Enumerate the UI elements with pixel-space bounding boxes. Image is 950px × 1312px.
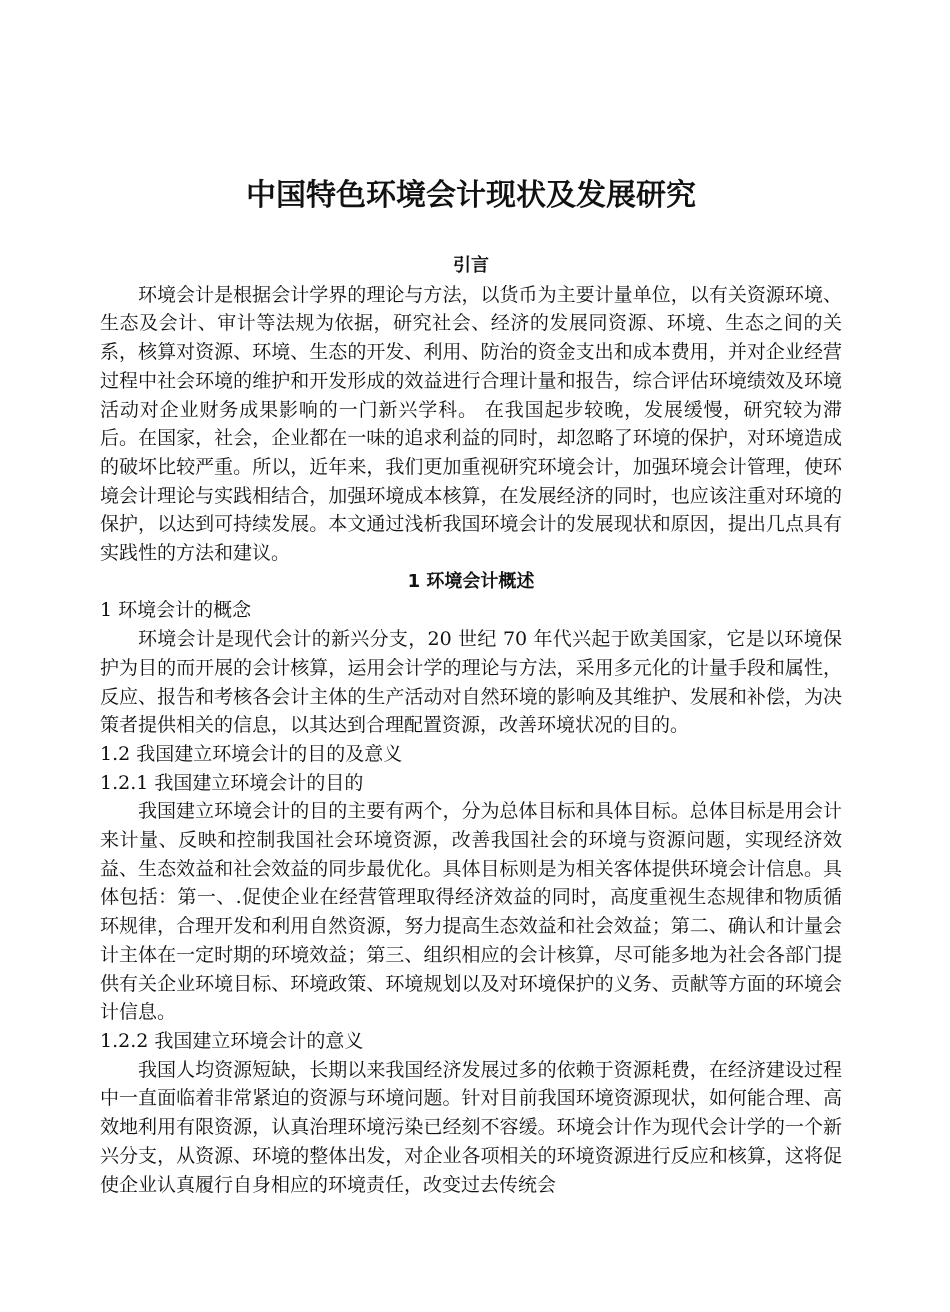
subsection-1-2-2-paragraph: 我国人均资源短缺，长期以来我国经济发展过多的依赖于资源耗费，在经济建设过程中一直面临着非常紧迫的资源与环境问题。针对目前我国环境资源现状，如何能合理、高效地利用有限资源，认真治理环境污染已经刻不容缓。环境会计作为现代会计学的一个新兴分支，从资源、环境的整体出发，对企业各项相关的环境资源进行反应和核算，这将促使企业认真履行自身相应的环境责任，改变过去传统会 xyxy=(100,1058,842,1196)
document-title: 中国特色环境会计现状及发展研究 xyxy=(246,178,696,213)
document-body xyxy=(100,252,842,1199)
subsection-1-2-2-heading: 1.2.2 我国建立环境会计的意义 xyxy=(100,1029,364,1052)
intro-paragraph: 环境会计是根据会计学界的理论与方法，以货币为主要计量单位，以有关资源环境、生态及会计、审计等法规为依据，研究社会、经济的发展同资源、环境、生态之间的关系，核算对资源、环境、生态的开发、利用、防治的资金支出和成本费用，并对企业经营过程中社会环境的维护和开发形成的效益进行合理计量和报告，综合评估环境绩效及环境活动对企业财务成果影响的一门新兴学科。 在我国起步较晚，发展缓慢，研究较为滞后。在国家，社会，企业都在一味的追求利益的同时，却忽略了环境的保护，对环境造成的破坏比较严重。所以，近年来，我们更加重视研究环境会计，加强环境会计管理，使环境会计理论与实践相结合，加强环境成本核算，在发展经济的同时，也应该注重对环境的保护，以达到可持续发展。本文通过浅析我国环境会计的发展现状和原因，提出几点具有实践性的方法和建议。 xyxy=(100,283,842,565)
subsection-1-2-1-heading: 1.2.1 我国建立环境会计的目的 xyxy=(100,771,364,794)
intro-heading: 引言 xyxy=(453,255,489,276)
subsection-1-2-1-paragraph: 我国建立环境会计的目的主要有两个，分为总体目标和具体目标。总体目标是用会计来计量、反映和控制我国社会环境资源，改善我国社会的环境与资源问题，实现经济效益、生态效益和社会效益的同步最优化。具体目标则是为相关客体提供环境会计信息。具体包括：第一、.促使企业在经营管理取得经济效益的同时，高度重视生态规律和物质循环规律，合理开发和利用自然资源，努力提高生态效益和社会效益；第二、确认和计量会计主体在一定时期的环境效益；第三、组织相应的会计核算，尽可能多地为社会各部门提供有关企业环境目标、环境政策、环境规划以及对环境保护的义务、贡献等方面的环境会计信息。 xyxy=(100,800,842,1024)
document-page xyxy=(100,0,842,1312)
section-1-heading: 1 环境会计概述 xyxy=(407,570,535,592)
subsection-1-heading: 1 环境会计的概念 xyxy=(100,599,252,622)
subsection-1-2-heading: 1.2 我国建立环境会计的目的及意义 xyxy=(100,742,403,765)
subsection-1-paragraph: 环境会计是现代会计的新兴分支，20 世纪 70 年代兴起于欧美国家，它是以环境保护为目的而开展的会计核算，运用会计学的理论与方法，采用多元化的计量手段和属性，反应、报告和考核各会计主体的生产活动对自然环境的影响及其维护、发展和补偿，为决策者提供相关的信息，以其达到合理配置资源，改善环境状况的目的。 xyxy=(100,628,842,737)
